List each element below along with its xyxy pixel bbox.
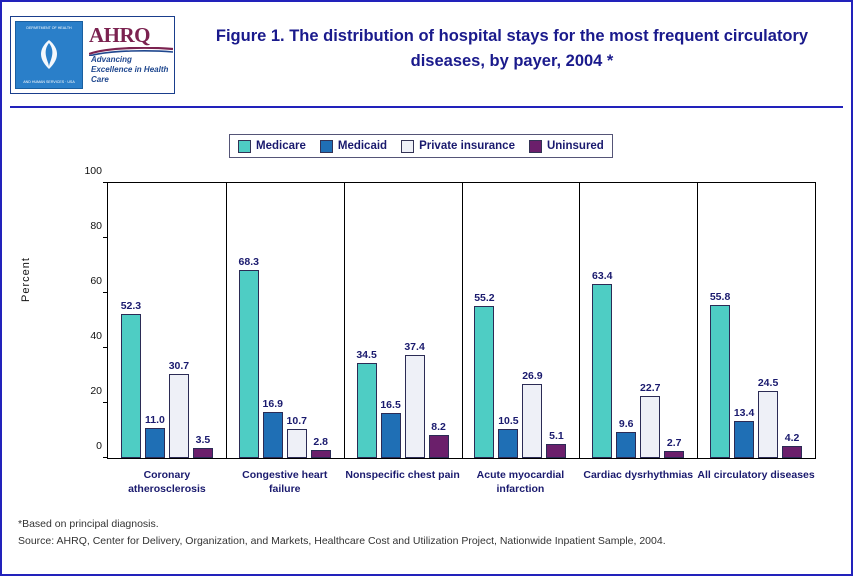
bar-value-label: 24.5 bbox=[757, 376, 779, 389]
bar-value-label: 37.4 bbox=[404, 341, 425, 354]
bar-group bbox=[344, 183, 462, 481]
seal-ring-top-text: DEPARTMENT OF HEALTH bbox=[26, 26, 72, 30]
y-tick-label: 0 bbox=[96, 440, 102, 452]
bar-medicaid[interactable] bbox=[144, 413, 165, 458]
bar-medicare[interactable] bbox=[356, 349, 377, 458]
bar-value-label: 55.2 bbox=[474, 292, 495, 305]
bar-medicaid[interactable] bbox=[380, 398, 401, 458]
group-separator bbox=[697, 183, 698, 458]
bar-group bbox=[579, 183, 697, 481]
bar-value-label: 8.2 bbox=[431, 421, 446, 434]
bar-medicare[interactable] bbox=[120, 300, 142, 458]
bar-private-insurance[interactable] bbox=[404, 341, 425, 458]
legend-item-label: Medicaid bbox=[337, 140, 388, 152]
chart-plot-wrapper bbox=[2, 2, 851, 574]
bar-value-label: 10.5 bbox=[498, 415, 519, 428]
bar-uninsured[interactable] bbox=[664, 436, 684, 458]
bar-medicaid[interactable] bbox=[616, 417, 636, 458]
bar-medicare[interactable] bbox=[474, 292, 495, 458]
bar-value-label: 9.6 bbox=[618, 417, 634, 430]
bar-private-insurance[interactable] bbox=[522, 370, 543, 458]
legend-item-label: Private insurance bbox=[419, 140, 515, 152]
bar-uninsured[interactable] bbox=[311, 436, 331, 458]
bar-medicaid[interactable] bbox=[262, 397, 283, 458]
bar-private-insurance[interactable] bbox=[168, 359, 190, 458]
x-category-label: Cardiac dysrhythmias bbox=[583, 469, 694, 481]
seal-ring-bottom-text: AND HUMAN SERVICES · USA bbox=[23, 80, 75, 84]
bar-value-label: 5.1 bbox=[549, 429, 564, 442]
bar-value-label: 68.3 bbox=[238, 256, 259, 269]
bar-private-insurance[interactable] bbox=[757, 376, 779, 458]
bar-value-label: 34.5 bbox=[356, 349, 377, 362]
bar-uninsured[interactable] bbox=[429, 421, 449, 458]
footnote-text: *Based on principal diagnosis. bbox=[18, 518, 159, 530]
source-text: Source: AHRQ, Center for Delivery, Organization, and Markets, Healthcare Cost and Utilization Project, Nationwide Inpatient Sample, 2004. bbox=[18, 535, 666, 547]
legend-item-label: Uninsured bbox=[546, 140, 604, 152]
x-category-label: Acute myocardial infarction bbox=[476, 469, 565, 495]
group-separator bbox=[462, 183, 463, 458]
bar-medicare[interactable] bbox=[709, 290, 731, 458]
x-category-label: All circulatory diseases bbox=[697, 469, 815, 481]
bar-value-label: 2.8 bbox=[313, 436, 329, 449]
bar-group bbox=[697, 183, 815, 481]
bar-uninsured[interactable] bbox=[546, 429, 566, 458]
bar-value-label: 55.8 bbox=[709, 290, 731, 303]
bar-medicaid[interactable] bbox=[733, 407, 755, 458]
chart-plot-area bbox=[84, 165, 816, 495]
y-tick-label: 100 bbox=[84, 165, 102, 177]
bar-private-insurance[interactable] bbox=[286, 414, 307, 458]
bar-value-label: 52.3 bbox=[120, 300, 142, 313]
bar-medicare[interactable] bbox=[238, 256, 259, 458]
bar-value-label: 22.7 bbox=[640, 381, 661, 394]
bar-value-label: 26.9 bbox=[522, 370, 543, 383]
bar-medicare[interactable] bbox=[592, 269, 613, 458]
bar-value-label: 3.5 bbox=[195, 434, 211, 447]
bar-value-label: 30.7 bbox=[168, 359, 190, 372]
group-separator bbox=[226, 183, 227, 458]
bar-uninsured[interactable] bbox=[782, 432, 802, 458]
bar-value-label: 4.2 bbox=[784, 432, 800, 445]
bar-value-label: 11.0 bbox=[144, 413, 165, 426]
x-category-label: Nonspecific chest pain bbox=[345, 469, 460, 481]
bar-group bbox=[108, 183, 226, 495]
bar-medicaid[interactable] bbox=[498, 415, 519, 458]
ahrq-tagline: Advancing Excellence in Health Care bbox=[91, 55, 169, 84]
bar-value-label: 16.5 bbox=[380, 398, 401, 411]
bar-value-label: 2.7 bbox=[666, 436, 682, 449]
y-tick-label: 80 bbox=[90, 220, 102, 232]
y-tick-label: 20 bbox=[90, 385, 102, 397]
group-separator bbox=[344, 183, 345, 458]
figure-title: Figure 1. The distribution of hospital stays for the most frequent circulatory diseases, by payer, 2004 * bbox=[215, 27, 809, 70]
bar-group bbox=[462, 183, 580, 495]
x-category-label: Coronary atherosclerosis bbox=[128, 469, 206, 495]
bar-private-insurance[interactable] bbox=[640, 381, 661, 458]
group-separator bbox=[579, 183, 580, 458]
bar-value-label: 13.4 bbox=[733, 407, 755, 420]
y-tick-label: 60 bbox=[90, 275, 102, 287]
y-tick-label: 40 bbox=[90, 330, 102, 342]
ahrq-wordmark-text: AHRQ bbox=[89, 23, 150, 47]
bar-value-label: 63.4 bbox=[592, 269, 613, 282]
bar-value-label: 10.7 bbox=[286, 414, 307, 427]
y-axis-title: Percent bbox=[20, 257, 32, 302]
bar-uninsured[interactable] bbox=[193, 434, 213, 458]
legend-item-label: Medicare bbox=[256, 140, 306, 152]
bar-group bbox=[226, 183, 344, 495]
x-category-label: Congestive heart failure bbox=[242, 469, 328, 495]
bar-value-label: 16.9 bbox=[262, 397, 283, 410]
